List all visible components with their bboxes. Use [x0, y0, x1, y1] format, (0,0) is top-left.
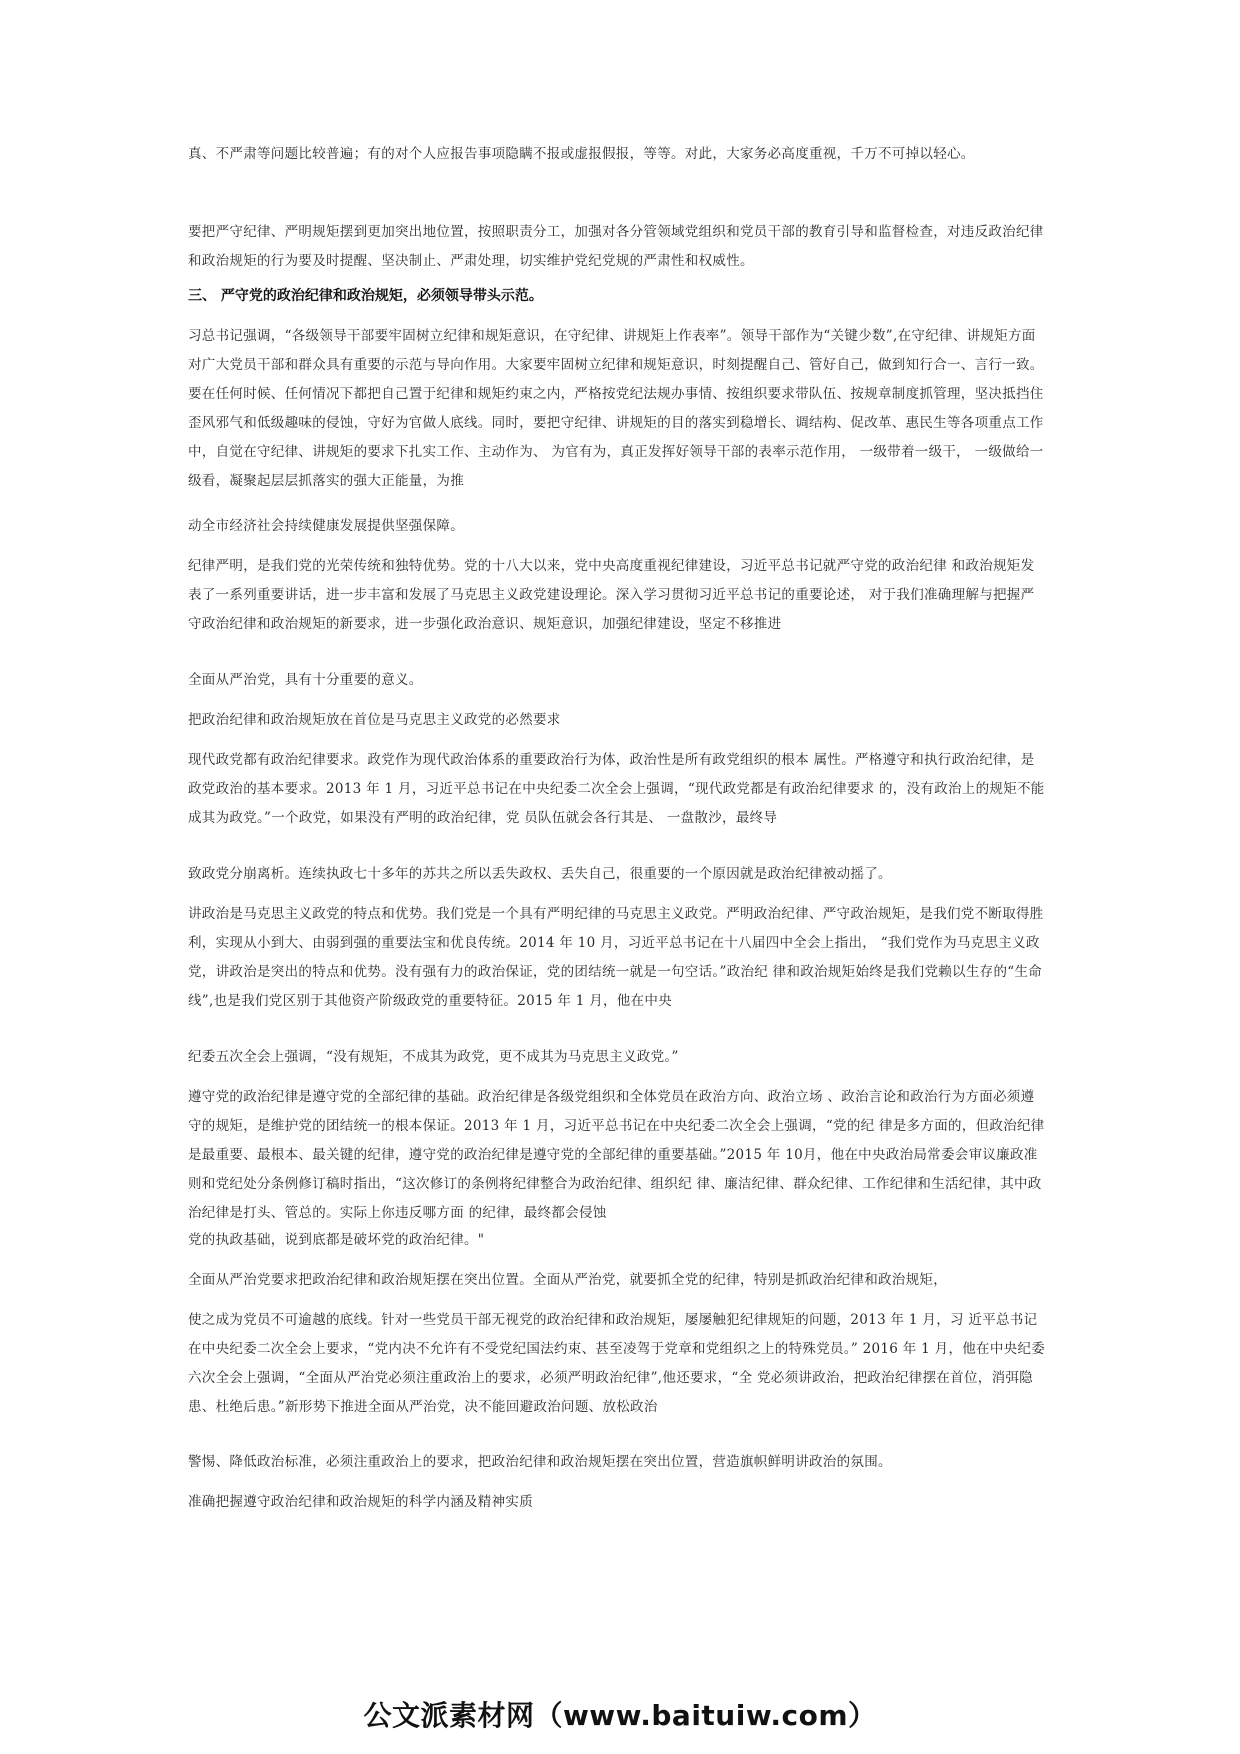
- subheading-1: 把政治纪律和政治规矩放在首位是马克思主义政党的必然要求: [188, 712, 561, 728]
- paragraph-12: 党的执政基础，说到底都是破坏党的政治纪律。": [188, 1232, 485, 1248]
- paragraph-7: 现代政党都有政治纪律要求。政党作为现代政治体系的重要政治行为体，政治性是所有政党组织的根本 属性。严格遵守和执行政治纪律，是政党政治的基本要求。2013 年 1 月，习近平总书记在中央纪委二次全会上强调，“现代政党都是有政治纪律要求 的，没有政治上的规矩不能成其为政党。”一个政党，如果没有严明的政治纪律，党 员队伍就会各行其是、 一盘散沙，最终导: [188, 752, 1045, 826]
- paragraph-13: 全面从严治党要求把政治纪律和政治规矩摆在突出位置。全面从严治党，就要抓全党的纪律，特别是抓政治纪律和政治规矩，: [188, 1272, 947, 1288]
- subheading-2: 准确把握遵守政治纪律和政治规矩的科学内涵及精神实质: [188, 1494, 533, 1510]
- paragraph-8: 致政党分崩离析。连续执政七十多年的苏共之所以丢失政权、丢失自己，很重要的一个原因就是政治纪律被动摇了。: [188, 866, 892, 882]
- paragraph-15: 警惕、降低政治标准，必须注重政治上的要求，把政治纪律和政治规矩摆在突出位置，营造旗帜鲜明讲政治的氛围。: [188, 1454, 892, 1470]
- paragraph-11: 遵守党的政治纪律是遵守党的全部纪律的基础。政治纪律是各级党组织和全体党员在政治方向、政治立场 、政治言论和政治行为方面必须遵守的规矩，是维护党的团结统一的根本保证。2013 年 1 月，习近平总书记在中央纪委二次全会上强调，“党的纪 律是多方面的，但政治纪律是最重要、最根本、最关键的纪律，遵守党的政治纪律是遵守党的全部纪律的重要基础。”2015 年 10月，他在中央政治局常委会审议廉政准则和党纪处分条例修订稿时指出，“这次修订的条例将纪律整合为政治纪律、组织纪 律、廉洁纪律、群众纪律、工作纪律和生活纪律，其中政治纪律是打头、管总的。实际上你违反哪方面 的纪律，最终都会侵蚀: [188, 1089, 1045, 1221]
- paragraph-9: 讲政治是马克思主义政党的特点和优势。我们党是一个具有严明纪律的马克思主义政党。严明政治纪律、严守政治规矩，是我们党不断取得胜利，实现从小到大、由弱到强的重要法宝和优良传统。2014 年 10 月，习近平总书记在十八届四中全会上指出， “我们党作为马克思主义政党，讲政治是突出的特点和优势。没有强有力的政治保证，党的团结统一就是一句空话。”政治纪 律和政治规矩始终是我们党赖以生存的“生命线”,也是我们党区别于其他资产阶级政党的重要特征。2015 年 1 月，他在中央: [188, 906, 1044, 1009]
- paragraph-2: 要把严守纪律、严明规矩摆到更加突出地位置，按照职责分工，加强对各分管领域党组织和党员干部的教育引导和监督检查，对违反政治纪律和政治规矩的行为要及时提醒、坚决制止、严肃处理，切实维护党纪党规的严肃性和权威性。: [188, 224, 1044, 269]
- paragraph-5: 纪律严明，是我们党的光荣传统和独特优势。党的十八大以来，党中央高度重视纪律建设，习近平总书记就严守党的政治纪律 和政治规矩发表了一系列重要讲话，进一步丰富和发展了马克思主义政党建设理论。深入学习贯彻习近平总书记的重要论述， 对于我们准确理解与把握严守政治纪律和政治规矩的新要求，进一步强化政治意识、规矩意识，加强纪律建设，坚定不移推进: [188, 558, 1035, 632]
- paragraph-1: 真、不严肃等问题比较普遍；有的对个人应报告事项隐瞒不报或虚报假报，等等。对此，大家务必高度重视，千万不可掉以轻心。: [188, 146, 975, 162]
- paragraph-10: 纪委五次全会上强调，“没有规矩，不成其为政党，更不成其为马克思主义政党。”: [188, 1049, 679, 1065]
- paragraph-3: 习总书记强调，“各级领导干部要牢固树立纪律和规矩意识，在守纪律、讲规矩上作表率”。领导干部作为“关键少数”,在守纪律、讲规矩方面对广大党员干部和群众具有重要的示范与导向作用。大家要牢固树立纪律和规矩意识，时刻提醒自己、管好自己，做到知行合一、言行一致。要在任何时候、任何情况下都把自己置于纪律和规矩约束之内，严格按党纪法规办事情、按组织要求带队伍、按规章制度抓管理，坚决抵挡住歪风邪气和低级趣味的侵蚀，守好为官做人底线。同时，要把守纪律、讲规矩的目的落实到稳增长、调结构、促改革、惠民生等各项重点工作中，自觉在守纪律、讲规矩的要求下扎实工作、主动作为、 为官有为，真正发挥好领导干部的表率示范作用， 一级带着一级干， 一级做给一级看，凝聚起层层抓落实的强大正能量，为推: [188, 328, 1044, 489]
- footer-watermark: 公文派素材网（www.baituiw.com）: [363, 1699, 877, 1732]
- section-heading-3: 三、 严守党的政治纪律和政治规矩，必须领导带头示范。: [188, 288, 543, 304]
- paragraph-4: 动全市经济社会持续健康发展提供坚强保障。: [188, 518, 464, 534]
- paragraph-6: 全面从严治党，具有十分重要的意义。: [188, 672, 423, 688]
- paragraph-14: 使之成为党员不可逾越的底线。针对一些党员干部无视党的政治纪律和政治规矩，屡屡触犯纪律规矩的问题，2013 年 1 月，习 近平总书记在中央纪委二次全会上要求，“党内决不允许有不受党纪国法约束、甚至凌驾于党章和党组织之上的特殊党员。” 2016 年 1 月，他在中央纪委六次全会上强调，“全面从严治党必须注重政治上的要求，必须严明政治纪律”,他还要求，“全 党必须讲政治，把政治纪律摆在首位，消弭隐患、杜绝后患。”新形势下推进全面从严治党，决不能回避政治问题、放松政治: [188, 1312, 1046, 1415]
